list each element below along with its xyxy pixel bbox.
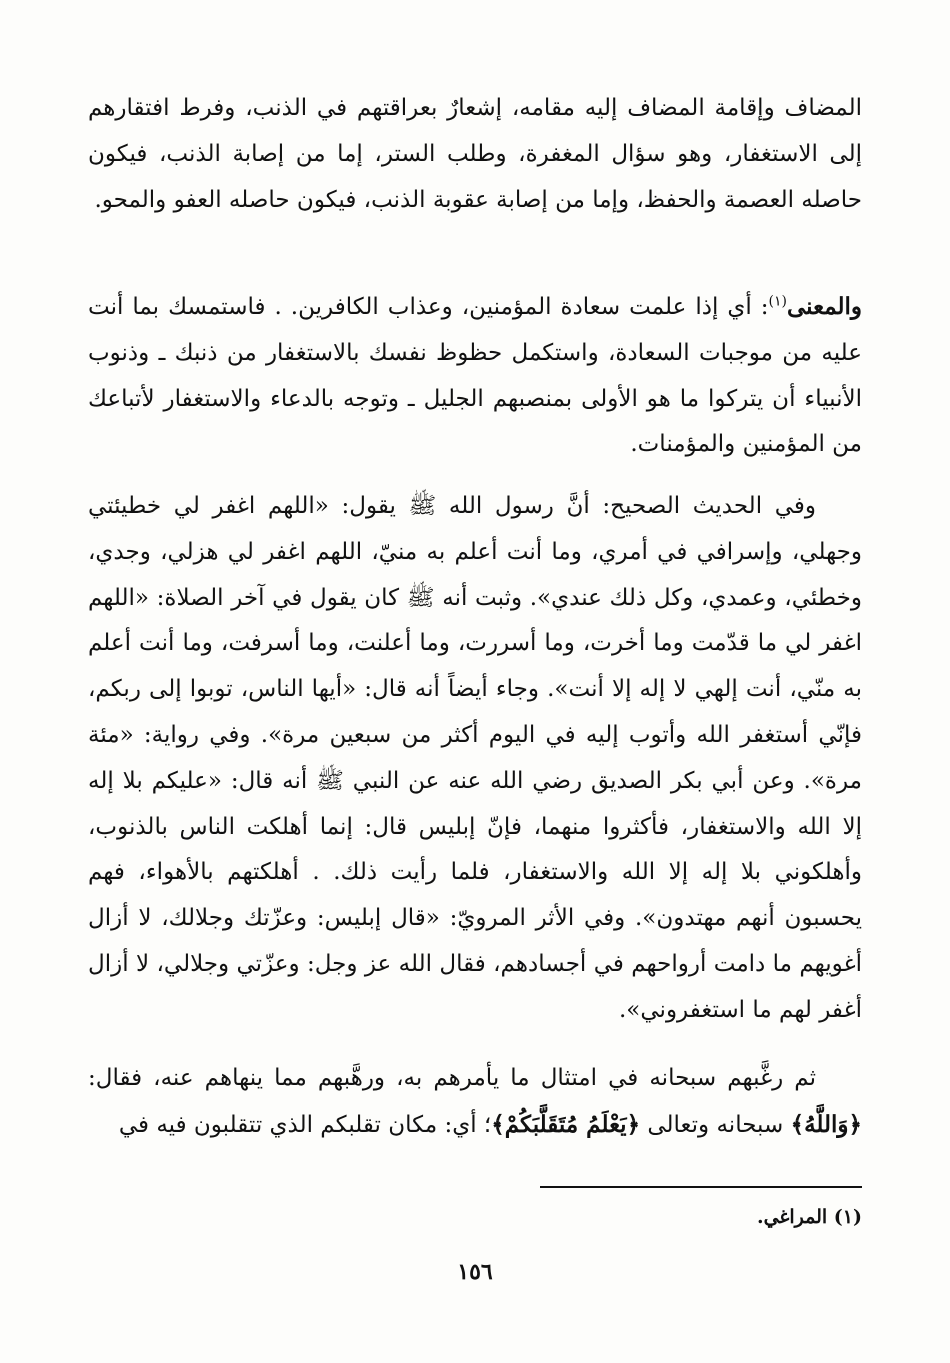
paragraph-4-text-c: ؛ أي: مكان تقلبكم الذي تتقلبون فيه في	[118, 1111, 492, 1138]
paragraph-4	[88, 1056, 862, 1149]
paragraph-2	[88, 284, 862, 468]
footnote: (١) المراغي.	[756, 1206, 862, 1228]
page	[88, 86, 862, 1346]
page-number: ١٥٦	[457, 1259, 493, 1285]
footnote-divider	[540, 1186, 862, 1188]
paragraph-2-lead: والمعنى	[786, 293, 862, 320]
footnote-reference[interactable]: (١)	[768, 293, 787, 310]
paragraph-4-text-a: ثم رغَّبهم سبحانه في امتثال ما يأمرهم به، ورهَّبهم مما ينهاهم عنه، فقال:	[88, 1065, 816, 1091]
quran-quote-1: ﴿وَاللَّهُ﴾	[790, 1110, 862, 1138]
paragraph-1-text: المضاف وإقامة المضاف إليه مقامه، إشعارٌ بعراقتهم في الذنب، وفرط افتقارهم إلى الاستغفار، وهو سؤال المغفرة، وطلب الستر، إما من إصابة الذنب، فيكون حاصله العصمة والحفظ، وإما من إصابة عقوبة الذنب، فيكون حاصله العفو والمحو.	[88, 95, 862, 213]
quran-quote-2: ﴿يَعْلَمُ مُتَقَلَّبَكُمْ﴾	[491, 1110, 641, 1138]
paragraph-3-text: وفي الحديث الصحيح: أنَّ رسول الله ﷺ يقول: «اللهم اغفر لي خطيئتي وجهلي، وإسرافي في أمري، وما أنت أعلم به منيّ، اللهم اغفر لي هزلي، وجدي، وخطئي، وعمدي، وكل ذلك عندي». وثبت أنه ﷺ كان يقول في آخر الصلاة: «اللهم اغفر لي ما قدّمت وما أخرت، وما أسررت، وما أعلنت، وما أسرفت، وما أنت أعلم به منّي، أنت إلهي لا إله إلا أنت». وجاء أيضاً أنه قال: «أيها الناس، توبوا إلى ربكم، فإنّي أستغفر الله وأتوب إليه في اليوم أكثر من سبعين مرة». وفي رواية: «مئة مرة». وعن أبي بكر الصديق رضي الله عنه عن النبي ﷺ أنه قال: «عليكم بلا إله إلا الله والاستغفار، فأكثروا منهما، فإنّ إبليس قال: إنما أهلكت الناس بالذنوب، وأهلكوني بلا إله إلا الله والاستغفار، فلما رأيت ذلك. . أهلكتهم بالأهواء، فهم يحسبون أنهم مهتدون». وفي الأثر المرويّ: «قال إبليس: وعزّتك وجلالك، لا أزال أغويهم ما دامت أرواحهم في أجسادهم، فقال الله عز وجل: وعزّتي وجلالي، لا أزال أغفر لهم ما استغفروني».	[88, 493, 862, 1023]
paragraph-4-text-b: سبحانه وتعالى	[640, 1111, 791, 1138]
paragraph-3	[88, 484, 862, 1034]
paragraph-1	[88, 86, 862, 223]
paragraph-2-text: : أي إذا علمت سعادة المؤمنين، وعذاب الكافرين. . فاستمسك بما أنت عليه من موجبات السعادة، واستكمل حظوظ نفسك بالاستغفار من ذنبك ـ وذنوب الأنبياء أن يتركوا ما هو الأولى بمنصبهم الجليل ـ وتوجه بالدعاء والاستغفار لأتباعك من المؤمنين والمؤمنات.	[88, 294, 862, 458]
